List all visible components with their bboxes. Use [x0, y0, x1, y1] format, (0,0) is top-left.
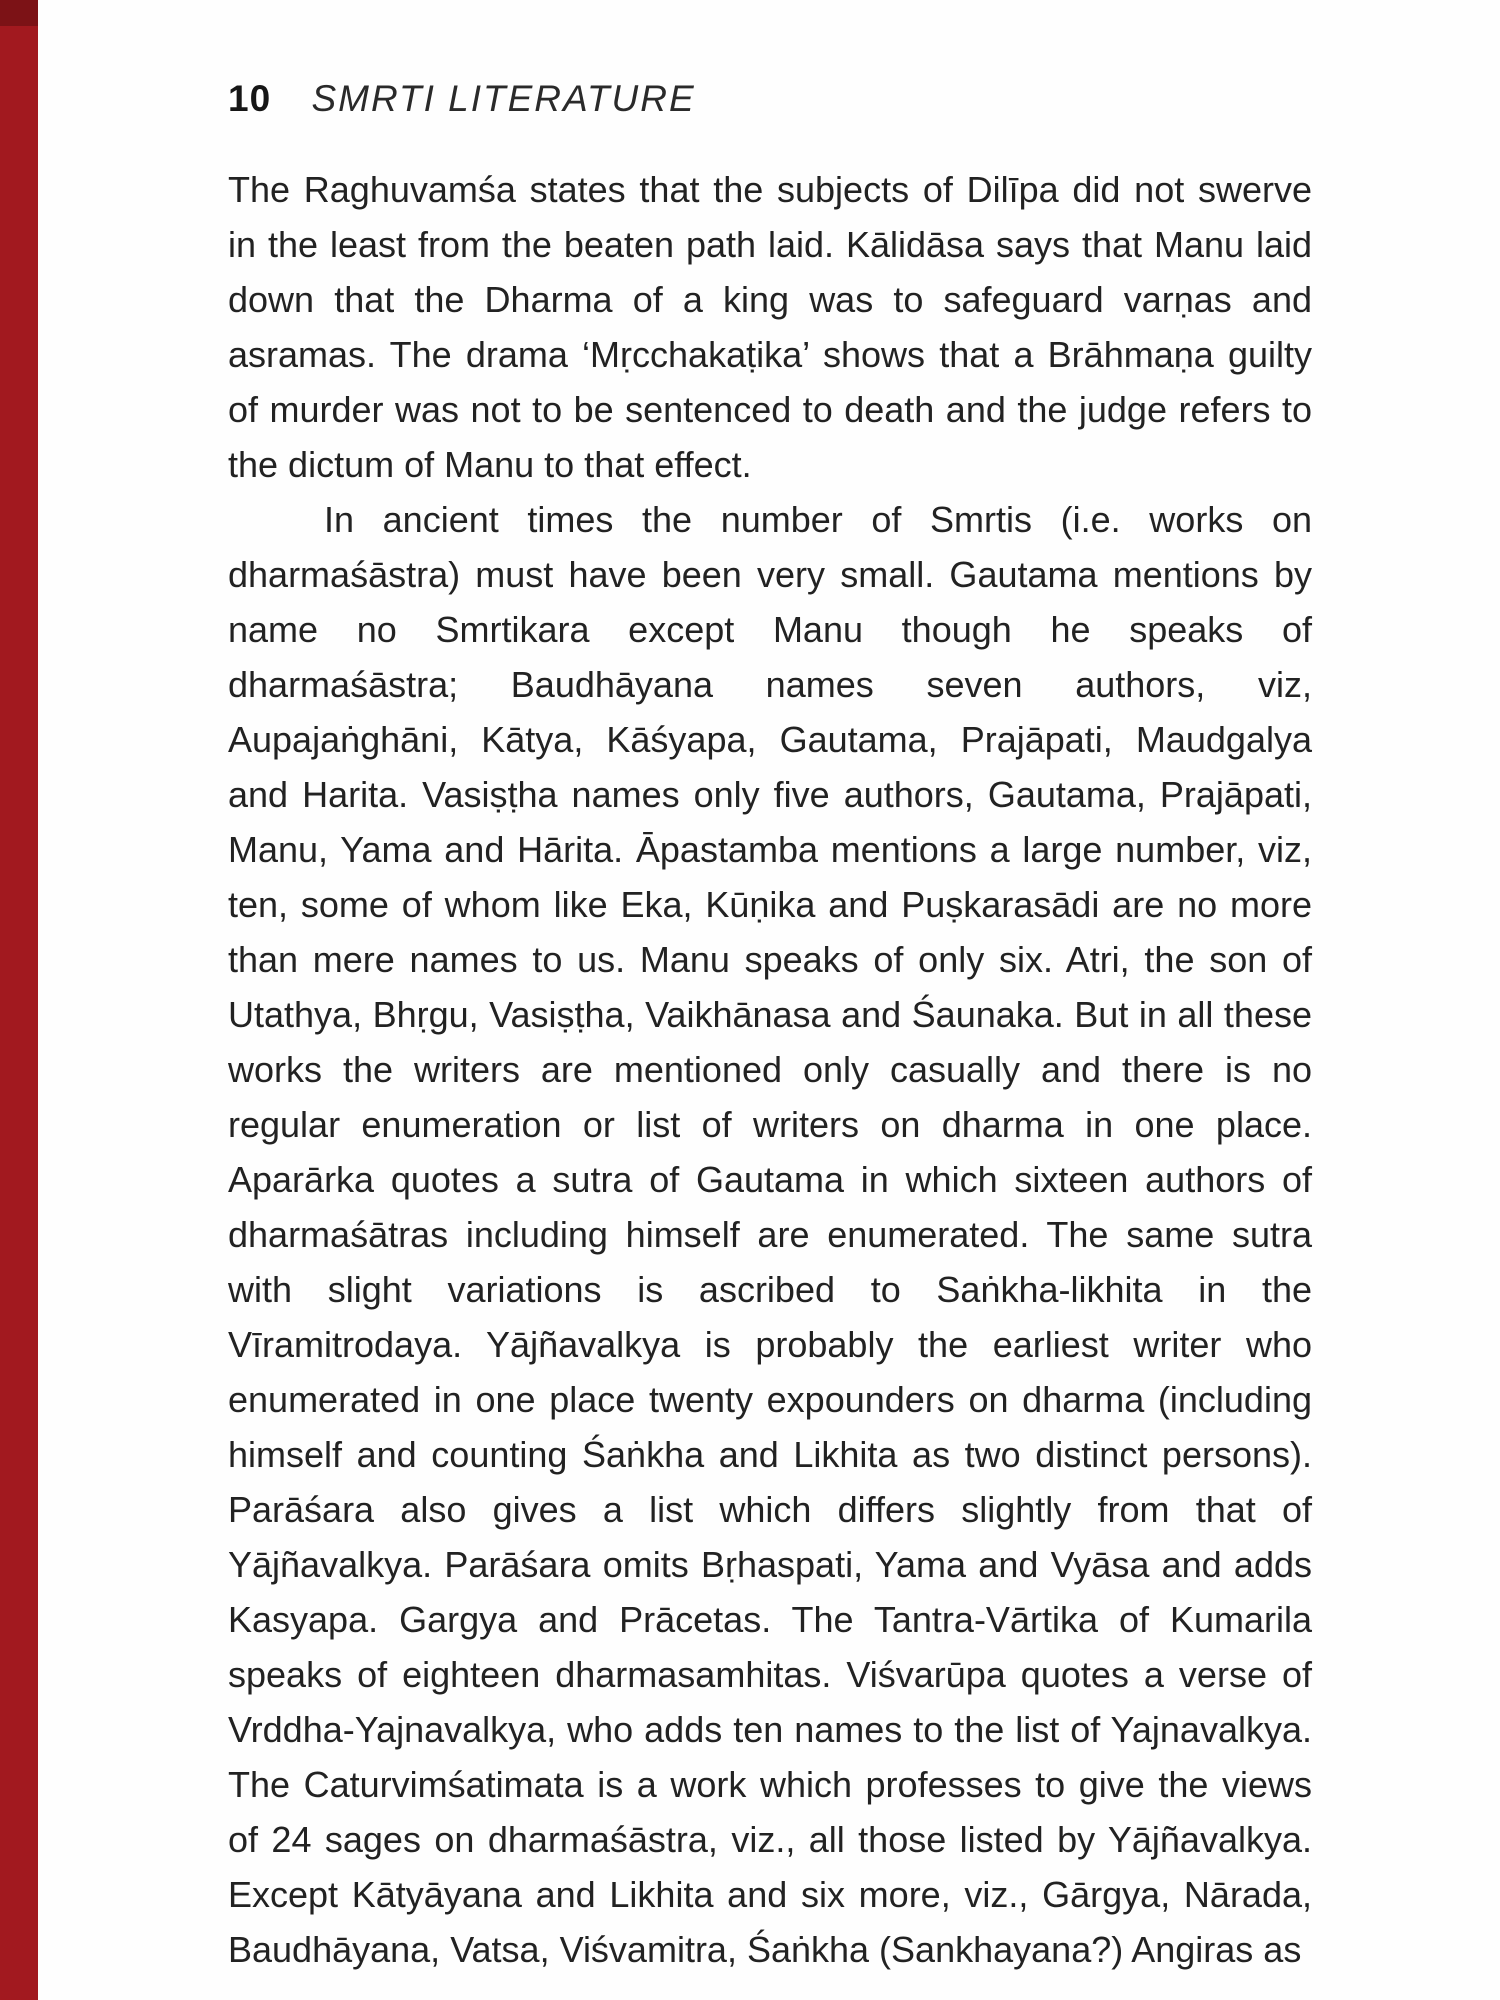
- running-head-title: SMRTI LITERATURE: [311, 78, 696, 119]
- book-spine-edge: [0, 0, 38, 2000]
- page-header: [228, 78, 1312, 120]
- body-text-block: [228, 162, 1312, 1977]
- page-number: 10: [228, 78, 272, 119]
- paragraph-smrti-authors: In ancient times the number of Smrtis (i.e. works on dharmaśāstra) must have been very small. Gautama mentions by name no Smrtikara except Manu though he speaks of dharmaśāstra; Baudhāyana names seven authors, viz, Aupajaṅghāni, Kātya, Kāśyapa, Gautama, Prajāpati, Maudgalya and Harita. Vasiṣṭha names only five authors, Gautama, Prajāpati, Manu, Yama and Hārita. Āpastamba mentions a large number, viz, ten, some of whom like Eka, Kūṇika and Puṣkarasādi are no more than mere names to us. Manu speaks of only six. Atri, the son of Utathya, Bhṛgu, Vasiṣṭha, Vaikhānasa and Śaunaka. But in all these works the writers are mentioned only casually and there is no regular enumeration or list of writers on dharma in one place. Aparārka quotes a sutra of Gautama in which sixteen authors of dharmaśātras including himself are enumerated. The same sutra with slight variations is ascribed to Saṅkha-likhita in the Vīramitrodaya. Yājñavalkya is probably the earliest writer who enumerated in one place twenty expounders on dharma (including himself and counting Śaṅkha and Likhita as two distinct persons). Parāśara also gives a list which differs slightly from that of Yājñavalkya. Parāśara omits Bṛhaspati, Yama and Vyāsa and adds Kasyapa. Gargya and Prācetas. The Tantra-Vārtika of Kumarila speaks of eighteen dharmasamhitas. Viśvarūpa quotes a verse of Vrddha-Yajnavalkya, who adds ten names to the list of Yajnavalkya. The Caturvimśatimata is a work which professes to give the views of 24 sages on dharmaśāstra, viz., all those listed by Yājñavalkya. Except Kātyāyana and Likhita and six more, viz., Gārgya, Nārada, Baudhāyana, Vatsa, Viśvamitra, Śaṅkha (Sankhayana?) Angiras as: [228, 499, 1312, 1970]
- page-content: [228, 78, 1312, 1977]
- spine-top-shadow: [0, 0, 38, 26]
- paragraph-raghuvamsa: The Raghuvamśa states that the subjects of Dilīpa did not swerve in the least from the beaten path laid. Kālidāsa says that Manu laid down that the Dharma of a king was to safeguard varṇas and asramas. The drama ‘Mṛcchakaṭika’ shows that a Brāhmaṇa guilty of murder was not to be sentenced to death and the judge refers to the dictum of Manu to that effect.: [228, 169, 1312, 485]
